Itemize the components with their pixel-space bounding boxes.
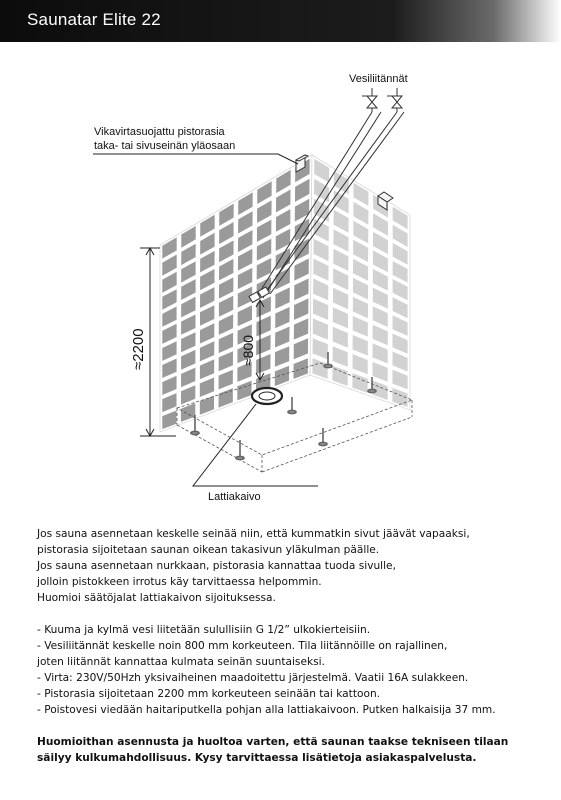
socket-label-line1: Vikavirtasuojattu pistorasia: [94, 126, 225, 138]
list-item: - Vesiliitännät keskelle noin 800 mm korkeuteen. Tila liitännöille on rajallinen,: [37, 640, 448, 652]
height-label: ≈2200: [130, 328, 147, 370]
list-item: joten liitännät kannattaa kulmata seinän suuntaiseksi.: [37, 656, 325, 668]
header-bar: [0, 0, 561, 42]
water-valve-icon: [362, 96, 402, 108]
intro-line: jolloin pistokkeen irrotus käy tarvittaessa helpommin.: [37, 576, 322, 588]
note-line: säilyy kulkumahdollisuus. Kysy tarvittaessa lisätietoja asiakaspalvelusta.: [37, 752, 477, 764]
installation-diagram: [0, 60, 561, 520]
spacer: [37, 606, 537, 622]
intro-paragraph: [37, 526, 537, 606]
page-title: Saunatar Elite 22: [27, 10, 161, 29]
right-tiled-wall: [310, 155, 410, 410]
intro-line: Jos sauna asennetaan keskelle seinää niin, että kummatkin sivut jäävät vapaaksi,: [37, 528, 470, 540]
floor-drain-icon: [252, 388, 282, 404]
water-label: Vesiliitännät: [349, 73, 408, 85]
intro-line: pistorasia sijoitetaan saunan oikean takasivun yläkulman päälle.: [37, 544, 380, 556]
note-line: Huomioithan asennusta ja huoltoa varten, että saunan taakse tekniseen tilaan: [37, 736, 509, 748]
drain-leader-line: [193, 404, 318, 486]
spacer: [37, 718, 537, 734]
list-item: - Pistorasia sijoitetaan 2200 mm korkeuteen seinään tai kattoon.: [37, 688, 381, 700]
socket-label-line2: taka- tai sivuseinän yläosaan: [94, 140, 236, 152]
drain-label: Lattiakaivo: [208, 491, 261, 503]
requirements-list: [37, 622, 537, 718]
service-note: [37, 734, 537, 766]
left-tiled-wall: [160, 155, 312, 432]
list-item: - Kuuma ja kylmä vesi liitetään sulullisiin G 1/2” ulkokierteisiin.: [37, 624, 371, 636]
socket-leader-line: [93, 154, 298, 164]
list-item: - Virta: 230V/50Hzh yksivaiheinen maadoitettu järjestelmä. Vaatii 16A sulakkeen.: [37, 672, 469, 684]
intro-line: Jos sauna asennetaan nurkkaan, pistorasia kannattaa tuoda sivulle,: [37, 560, 396, 572]
intro-line: Huomioi säätöjalat lattiakaivon sijoituksessa.: [37, 592, 276, 604]
water-height-label: ≈800: [240, 334, 256, 366]
instructions-text: [37, 526, 537, 766]
list-item: - Poistovesi viedään haitariputkella pohjan alla lattiakaivoon. Putken halkaisija 37 mm.: [37, 704, 496, 716]
